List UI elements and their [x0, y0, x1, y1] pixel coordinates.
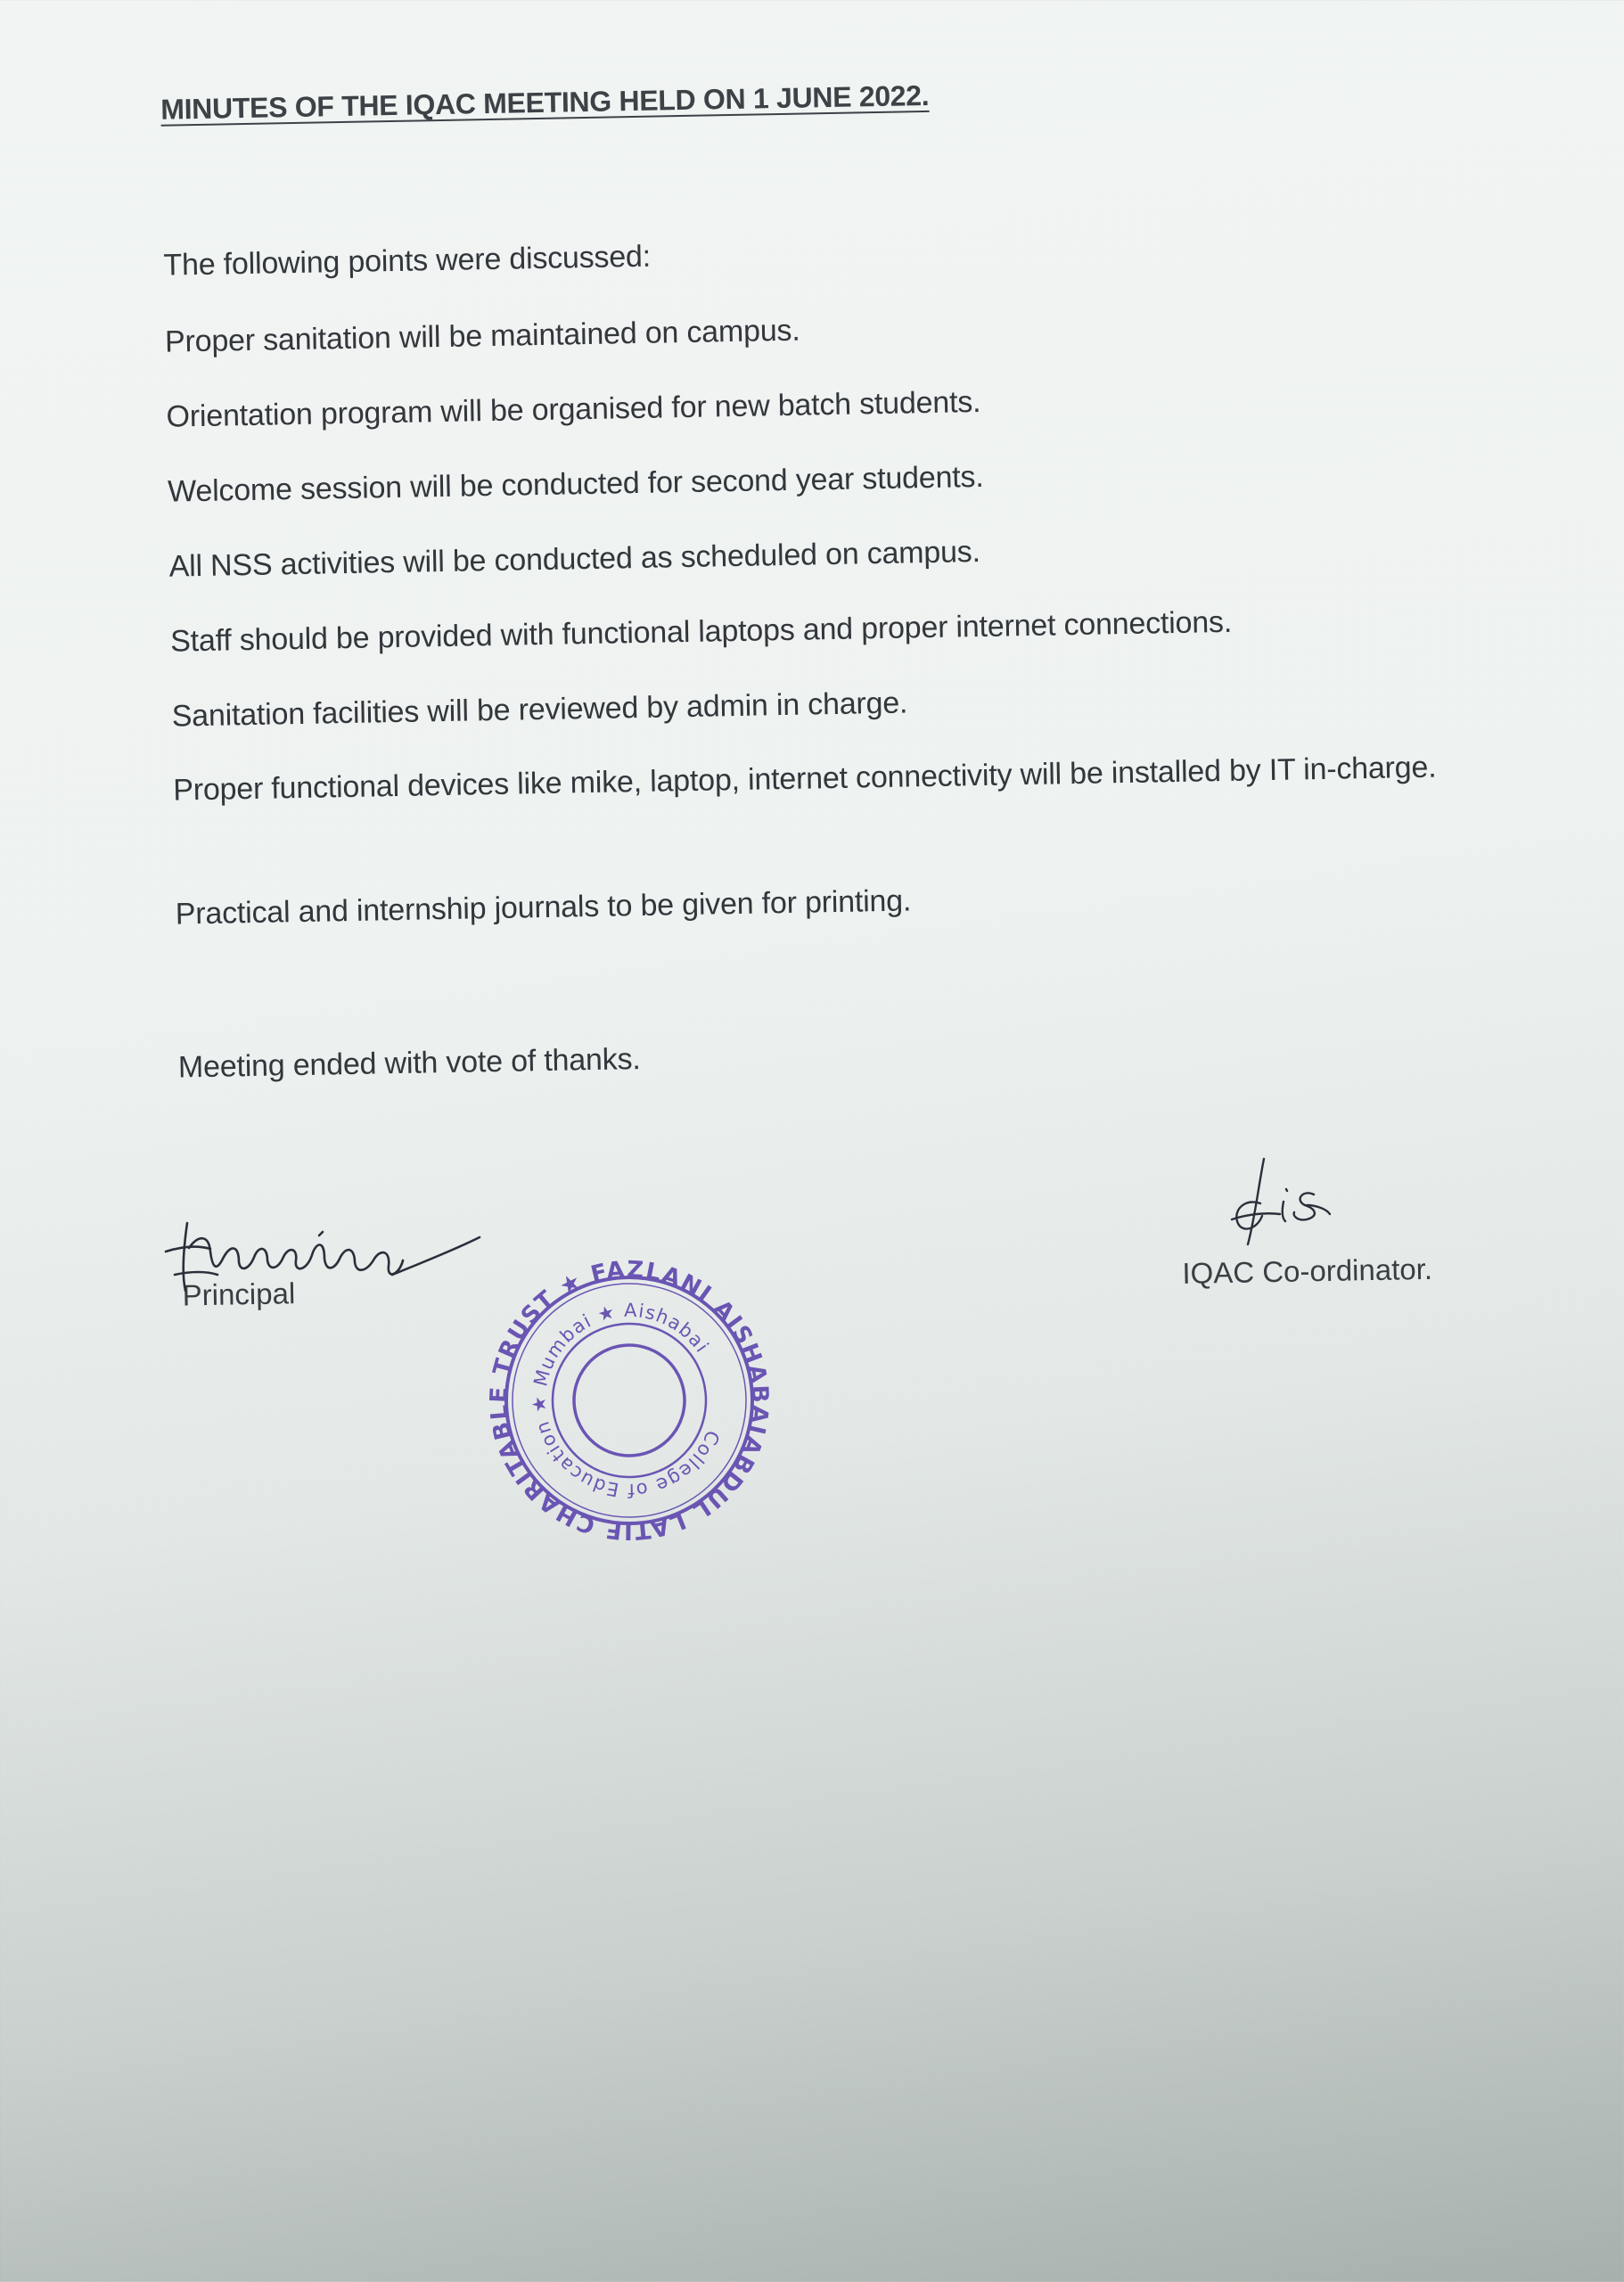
intro-text: The following points were discussed:: [163, 239, 652, 283]
stamp-inner-text: College of Education ★ Mumbai ★ Aishabai: [528, 1299, 724, 1502]
discussion-point: All NSS activities will be conducted as scheduled on campus.: [168, 534, 981, 584]
document-title: MINUTES OF THE IQAC MEETING HELD ON 1 JUNE 2022.: [160, 78, 930, 126]
svg-text:ABDUL LATIF CHARITABLE TRUST ★: [100, 1222, 1284, 2282]
discussion-point: Proper sanitation will be maintained on campus.: [164, 313, 800, 359]
discussion-point: Staff should be provided with functional laptops and proper internet connections.: [169, 604, 1233, 659]
principal-label: Principal: [182, 1276, 296, 1312]
closing-text: Meeting ended with vote of thanks.: [177, 1042, 641, 1085]
stamp-outer-text: ABDUL LATIF CHARITABLE TRUST ★ FAZLANI AISHABAI: [485, 1256, 774, 1545]
discussion-point: Practical and internship journals to be given for printing.: [175, 883, 912, 932]
discussion-point: Welcome session will be conducted for second year students.: [167, 459, 984, 509]
discussion-point: Proper functional devices like mike, laptop, internet connectivity will be installed by IT in-charge.: [172, 750, 1437, 808]
discussion-point: Sanitation facilities will be reviewed by admin in charge.: [171, 685, 908, 734]
coordinator-label: IQAC Co-ordinator.: [1182, 1252, 1433, 1290]
discussion-point: Orientation program will be organised for new batch students.: [166, 384, 981, 434]
